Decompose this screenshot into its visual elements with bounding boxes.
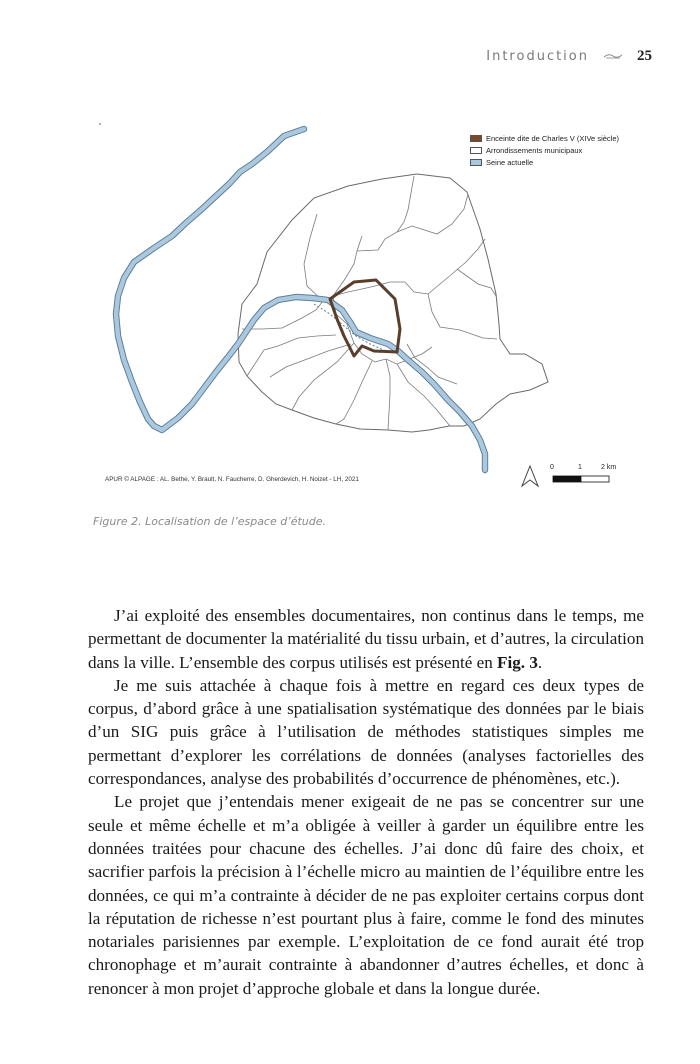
scale-label-1: 1 (578, 464, 582, 471)
north-arrow-icon (522, 466, 538, 486)
page-number: 25 (637, 47, 652, 64)
body-text (88, 604, 644, 1000)
paragraph-3: Le projet que j’entendais mener exigeait de ne pas se concentrer sur une seule et même échelle et m’a obligée à veiller à garder un équilibre entre les données traitées pour chacune des échelles. J’ai donc dû faire des choix, et sacrifier parfois la précision à l’échelle micro au maintien de l’équilibre entre les données, ce qui m’a contrainte à décider de ne pas exploiter certains corpus dont la réputation de richesse n’est pourtant plus à faire, comme le fond des minutes notariales parisiennes par exemple. L’exploitation de ce fond aurait été trop chronophage et m’aurait contrainte à abandonner d’autres échelles, et donc à renoncer à mon projet d’approche globale et dans la longue durée. (88, 792, 644, 998)
figure-reference: Fig. 3 (497, 652, 538, 672)
legend-item (470, 156, 619, 168)
legend-swatch-seine (470, 159, 482, 166)
running-head (486, 46, 652, 66)
paragraph-1 (88, 604, 644, 674)
scale-bar (553, 476, 609, 482)
map-legend (470, 132, 619, 168)
paragraph-1-end: . (537, 652, 543, 672)
figure-caption: Figure 2. Localisation de l’espace d’étude. (93, 515, 327, 528)
running-head-title: Introduction (486, 48, 589, 64)
paragraph-1-text: J’ai exploité des ensembles documentaires, non continus dans le temps, me permettant de documenter la matérialité du tissu urbain, et d’autres, la circulation dans la ville. L’ensemble des corpus utilisés est présenté en (88, 606, 644, 672)
legend-label: Seine actuelle (486, 157, 534, 167)
legend-item (470, 144, 619, 156)
scale-label-0: 0 (550, 464, 554, 471)
paragraph-2: Je me suis attachée à chaque fois à mettre en regard ces deux types de corpus, d’abord grâce à une spatialisation systématique des données par le biais d’un SIG puis grâce à l’utilisation de méthodes statistiques simples me permettant d’explorer les corrélations de données (analyses factorielles des correspondances, analyse des probabilités d’occurrence de phénomènes, etc.). (88, 675, 644, 789)
map-figure (92, 114, 642, 494)
legend-swatch-arrondissements (470, 147, 482, 154)
map-credit: APUR © ALPAGE : AL. Bethe, Y. Brault, N. Faucherre, D. Gherdevich, H. Noizet - LH, 2021 (105, 476, 359, 483)
legend-swatch-wall (470, 135, 482, 142)
legend-label: Enceinte dite de Charles V (XIVe siècle) (486, 133, 619, 143)
legend-item (470, 132, 619, 144)
ornament-icon (603, 51, 623, 61)
paris-map (92, 114, 642, 494)
legend-label: Arrondissements municipaux (486, 145, 583, 155)
scale-label-2: 2 km (601, 464, 617, 471)
paris-boundary (238, 174, 548, 432)
